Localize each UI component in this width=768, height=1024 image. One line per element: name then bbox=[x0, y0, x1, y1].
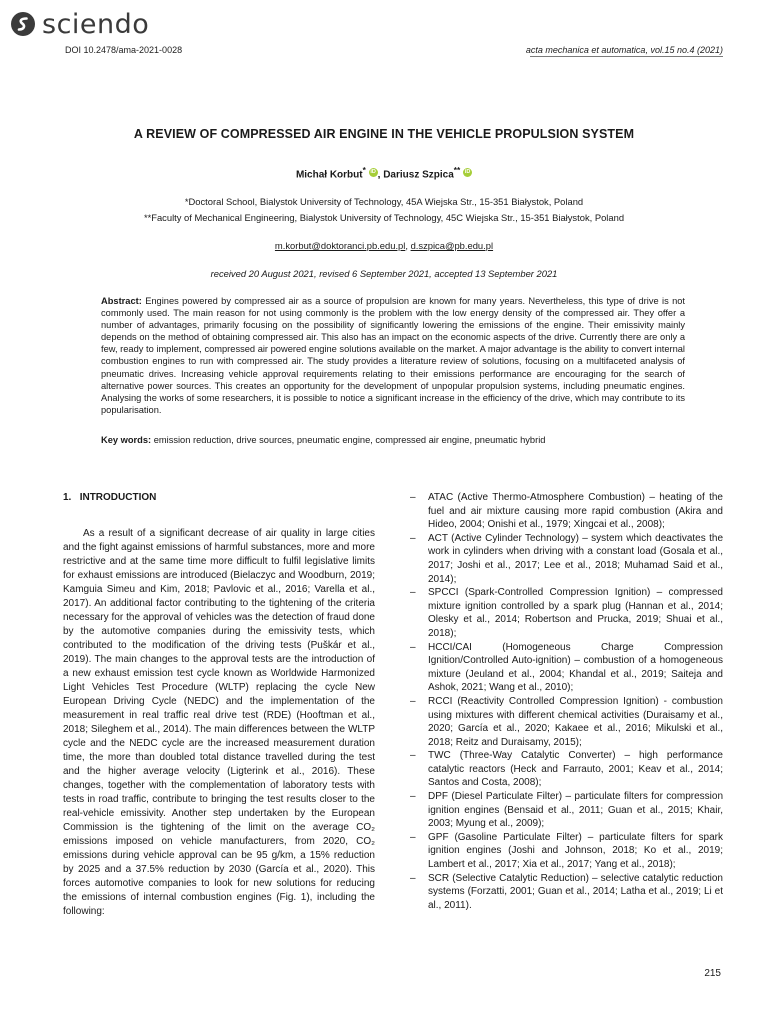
abstract-label: Abstract: bbox=[101, 296, 142, 306]
list-item bbox=[410, 532, 723, 586]
bullet-dash: – bbox=[410, 695, 416, 707]
keywords bbox=[101, 435, 685, 445]
list-item-text: GPF (Gasoline Particulate Filter) – particulate filters for spark ignition engines (Joshi and Johnson, 2018; Ko et al., 2019; Lambert et al., 2017; Xia et al., 2017; Yang et al., 2018); bbox=[428, 831, 723, 871]
list-item bbox=[410, 872, 723, 913]
list-item bbox=[410, 749, 723, 790]
sciendo-logo-icon bbox=[10, 11, 36, 37]
email-link[interactable]: d.szpica@pb.edu.pl bbox=[410, 240, 494, 251]
author-mark: ** bbox=[453, 165, 461, 175]
orcid-icon[interactable]: iD bbox=[370, 169, 376, 175]
email-separator: , bbox=[405, 240, 411, 251]
list-item-text: ATAC (Active Thermo-Atmosphere Combustion) – heating of the fuel and air mixture causing more rapid combustion (Akira and Hideo, 2004; Onishi et al., 1979; Xingcai et al., 2008); bbox=[428, 492, 723, 531]
keywords-label: Key words: bbox=[101, 435, 152, 445]
list-item bbox=[410, 491, 723, 532]
publisher-logo bbox=[10, 6, 149, 42]
bullet-dash: – bbox=[410, 791, 416, 803]
bullet-dash: – bbox=[410, 831, 416, 843]
received-dates: received 20 August 2021, revised 6 September 2021, accepted 13 September 2021 bbox=[210, 268, 558, 279]
technology-list bbox=[410, 491, 723, 912]
journal-citation: acta mechanica et automatica, vol.15 no.4 (2021) bbox=[525, 45, 723, 55]
bullet-dash: – bbox=[410, 872, 416, 884]
list-item-text: DPF (Diesel Particulate Filter) – particulate filters for compression ignition engines (Bensaid et al., 2011; Guan et al., 2015; Khair, 2003; Myung et al., 2009); bbox=[428, 791, 723, 830]
page-number: 215 bbox=[704, 968, 721, 979]
header-divider bbox=[530, 56, 723, 57]
section-heading bbox=[63, 492, 156, 503]
publisher-name: sciendo bbox=[42, 8, 150, 40]
orcid-icon[interactable]: iD bbox=[464, 169, 471, 175]
bullet-dash: – bbox=[410, 492, 416, 503]
bullet-dash: – bbox=[410, 750, 416, 762]
list-item bbox=[410, 831, 723, 872]
paper-title: A REVIEW OF COMPRESSED AIR ENGINE IN THE VEHICLE PROPULSION SYSTEM bbox=[133, 127, 635, 141]
list-item-text: HCCI/CAI (Homogeneous Charge Compression Ignition/Controlled Auto-ignition) – combustion of a homogeneous mixture (Jeuland et al., 2004; Khandal et al., 2019; Saiteja and Ashok, 2021; Wang et al., 2010); bbox=[428, 641, 723, 694]
list-item bbox=[410, 586, 723, 640]
abstract bbox=[101, 295, 685, 416]
bullet-dash: – bbox=[410, 532, 416, 544]
introduction-paragraph: As a result of a significant decrease of air quality in large cities and the fight against emissions of harmful substances, more and more restrictive and at the same time more difficult to fulfil legislative limits for exhaust emissions are introduced (Bielaczyc and Woodburn, 2019; Kamguia Simeu and Kim, 2018; Pavlovic et al., 2016; Varella et al., 2017). An additional factor contributing to the tightening of the criteria necessary for the approval of vehicles was the detection of fraud done by the automotive companies during the emissivity tests, which contributed to the modification of the driving tests (Puškár et al., 2019). The main changes to the approval tests are the introduction of a new exhaust emission test cycle known as Worldwide Harmonized Light Vehicles Test Procedure (WLTP) replacing the cycle New European Driving Cycle (NEDC) and the implementation of the measurement in real traffic real drive test (RDE) (Hooftman et al., 2018; Sileghem et al., 2014). The main differences between the WLTP cycle and the NEDC cycle are the increased measurement duration time, the more than doubled total distance travelled during the test and the higher average velocity (Ligterink et al., 2016). These changes, together with the complementation of laboratory tests with tests in road traffic, contribute to bringing the test results closer to the real-vehicle emissivity. Another step undertaken by the European Commission is the tightening of the limit on the average CO₂ emissions imposed on vehicle manufacturers, from 2020, CO₂ emissions during vehicle approval can be 95 g/km, a 15% reduction by 2025 and a 37.5% reduction by 2030 (García et al., 2020). This forces automotive companies to look for new solutions for reducing the emissions of internal combustion engines (Fig. 1), including the following: bbox=[63, 528, 375, 917]
affiliation: *Doctoral School, Bialystok University of Technology, 45A Wiejska Str., 15-351 Białystok, Poland bbox=[184, 196, 584, 207]
list-item-text: SPCCI (Spark-Controlled Compression Ignition) – compressed mixture ignition controlled by a spark plug (Hannan et al., 2014; Olesky et al., 2014; Robertson and Prucka, 2019; Shuai et al., 2018); bbox=[428, 587, 723, 639]
list-item-text: ACT (Active Cylinder Technology) – system which deactivates the work in cylinders when driving with a constant load (Gosala et al., 2017; Joshi et al., 2017; Lee et al., 2018; Muhamad Said et al., 2014); bbox=[428, 532, 723, 585]
affiliation: **Faculty of Mechanical Engineering, Bialystok University of Technology, 45C Wiejska Str., 15-351 Białystok, Poland bbox=[143, 212, 625, 223]
list-item-text: SCR (Selective Catalytic Reduction) – selective catalytic reduction systems (Forzatti, 2001; Guan et al., 2014; Latha et al., 2019; Li et al., 2011). bbox=[428, 872, 723, 911]
list-item bbox=[410, 695, 723, 749]
list-item-text: RCCI (Reactivity Controlled Compression Ignition) - combustion using mixtures with different chemical activities (Duraisamy et al., 2020; García et al., 2020; Kakaee et al., 2016; Mikulski et al., 2018; Reitz and Duraisamy, 2015); bbox=[428, 695, 723, 748]
list-item bbox=[410, 641, 723, 695]
author-name: Michał Korbut bbox=[295, 169, 363, 181]
section-title: INTRODUCTION bbox=[79, 492, 157, 503]
list-item-text: TWC (Three-Way Catalytic Converter) – high performance catalytic reactors (Heck and Farrauto, 2001; Keav et al., 2014; Santos and Costa, 2008); bbox=[428, 750, 723, 789]
author-list bbox=[0, 165, 768, 180]
doi: DOI 10.2478/ama-2021-0028 bbox=[65, 45, 183, 55]
bullet-dash: – bbox=[410, 641, 416, 653]
author-separator: , bbox=[377, 169, 384, 181]
author-mark: * bbox=[362, 165, 366, 175]
abstract-text: Engines powered by compressed air as a source of propulsion are known for many years. Nevertheless, this type of drive is not commonly used. The main reason for not using commonly is the problem with the low energy density of the compressed air. They offer a number of advantages, primarily focusing on the possibility of significantly lowering the emissions of the engine. Their emissivity mainly depends on the method of obtaining compressed air. This also has an impact on the economic aspects of the drive. Currently there are only a few, ready to implement, compressed air powered engine solutions available on the market. A major advantage is the ability to convert internal combustion engines to run with compressed air. The study provides a literature review of solutions, focusing on a multifaceted analysis of pneumatic drives. Increasing vehicle approval requirements relating to their emissions performance are encouraging for the search of alternative power sources. This creates an opportunity for the development of unpopular propulsion systems, including pneumatic engines. Analysing the works of some researchers, it is possible to notice a significant increase in the efficiency of the drive, which may contribute to its popularisation. bbox=[101, 296, 686, 415]
author-name: Dariusz Szpica bbox=[383, 169, 454, 181]
email-link[interactable]: m.korbut@doktoranci.pb.edu.pl bbox=[274, 240, 406, 251]
keywords-text: emission reduction, drive sources, pneumatic engine, compressed air engine, pneumatic hybrid bbox=[153, 435, 546, 445]
list-item bbox=[410, 790, 723, 831]
email-line bbox=[0, 240, 768, 251]
section-number: 1. bbox=[63, 492, 72, 503]
bullet-dash: – bbox=[410, 587, 416, 599]
